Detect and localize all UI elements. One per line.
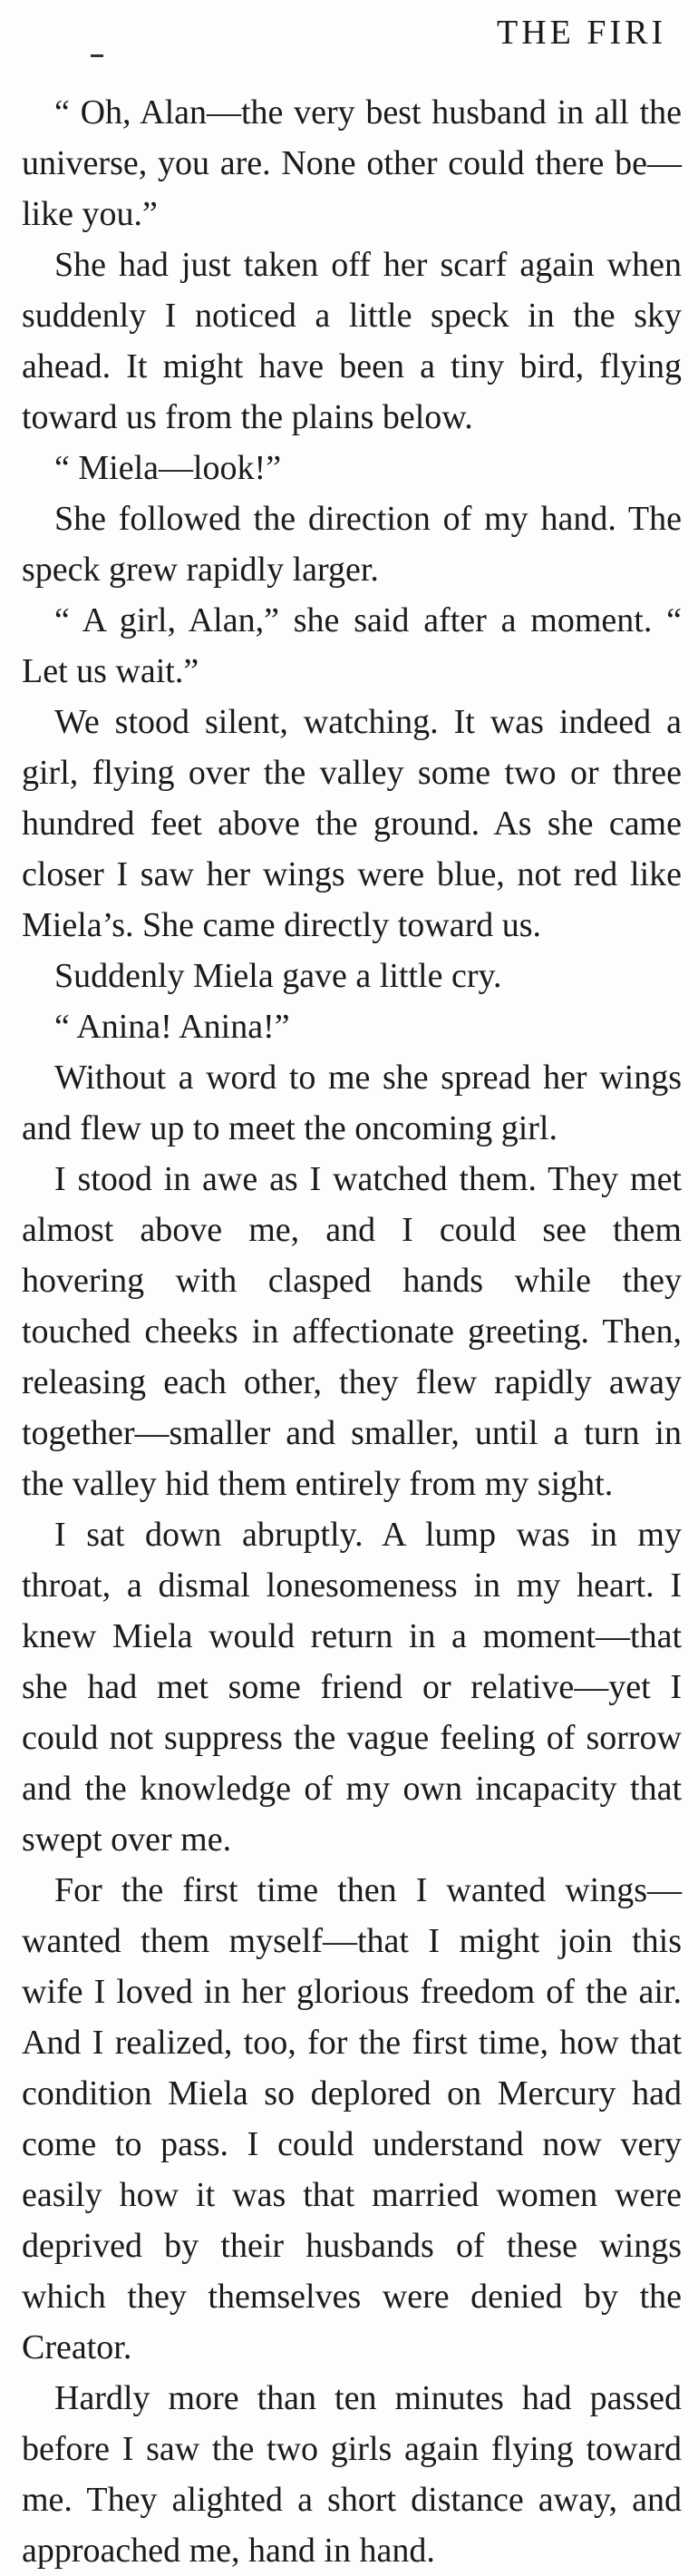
paragraph: Without a word to me she spread her wings and flew up to meet the oncoming girl. xyxy=(22,1059,682,1147)
paragraph: Suddenly Miela gave a little cry. xyxy=(54,957,502,995)
paragraph: I sat down abruptly. A lump was in my throat, a dismal lonesomeness in my heart. I knew Miela would return in a moment—that she had met some friend or relative—yet I could not suppress the vague feeling of sorrow and the knowledge of my own incapacity that swept over me. xyxy=(22,1516,682,1859)
paragraph: “ Anina! Anina!” xyxy=(54,1008,290,1046)
paragraph: “ A girl, Alan,” she said after a moment. “ Let us wait.” xyxy=(22,601,682,690)
paragraph: “ Oh, Alan—the very best husband in all the universe, you are. None other could there be—like you.” xyxy=(22,93,682,233)
body-text xyxy=(22,87,682,2576)
paragraph: For the first time then I wanted wings—wanted them myself—that I might join this wife I loved in her glorious freedom of the air. And I realized, too, for the first time, how that condition Miela so deplored on Mercury had come to pass. I could understand now very easily how it was that married women were deprived by their husbands of these wings which they themselves were denied by the Creator. xyxy=(22,1871,682,2366)
paragraph: She followed the direction of my hand. The speck grew rapidly larger. xyxy=(22,500,682,589)
running-header: THE FIRI xyxy=(497,14,667,52)
paragraph: We stood silent, watching. It was indeed a girl, flying over the valley some two or three hundred feet above the ground. As she came closer I saw her wings were blue, not red like Miela’s. She came directly toward us. xyxy=(22,703,682,944)
paragraph: “ Miela—look!” xyxy=(54,449,282,487)
printer-mark xyxy=(91,54,103,57)
paragraph: I stood in awe as I watched them. They met almost above me, and I could see them hovering with clasped hands while they touched cheeks in affectionate greeting. Then, releasing each other, they flew rapidly away together—smaller and smaller, until a turn in the valley hid them entirely from my sight. xyxy=(22,1160,682,1503)
paragraph: Hardly more than ten minutes had passed before I saw the two girls again flying toward me. They alighted a short distance away, and approached me, hand in hand. xyxy=(22,2379,682,2570)
paragraph: She had just taken off her scarf again when suddenly I noticed a little speck in the sky ahead. It might have been a tiny bird, flying toward us from the plains below. xyxy=(22,246,682,436)
